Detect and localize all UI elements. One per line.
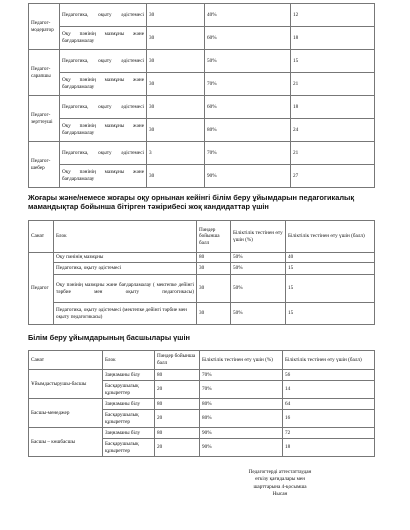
leaders-table <box>28 350 375 457</box>
score-cell: 12 <box>291 4 375 27</box>
section-heading-leaders: Білім беру ұйымдарының басшылары үшін <box>28 333 190 342</box>
points-cell: 30 <box>147 73 205 96</box>
block-cell: Оқу пәнінің мазмұны және бағдарламалау ( мектепке дейінгі тәрбие мен оқыту педагогикасы) <box>54 275 197 303</box>
points-cell: 30 <box>147 119 205 142</box>
percent-cell: 50% <box>205 50 291 73</box>
points-cell: 30 <box>147 96 205 119</box>
points-cell: 3 <box>147 142 205 165</box>
block-cell: Оқу пәнінің мазмұны және бағдарламалау <box>60 165 147 188</box>
category-cell: Педагог <box>29 253 54 325</box>
percent-cell: 50% <box>231 303 286 325</box>
category-cell: Ұйымдастырушы-басшы <box>29 370 103 399</box>
score-cell: 56 <box>283 370 375 381</box>
percent-cell: 60% <box>205 96 291 119</box>
score-cell: 15 <box>286 263 375 275</box>
table-row <box>29 4 375 27</box>
percent-cell: 50% <box>231 263 286 275</box>
block-cell: Оқу пәнінің мазмұны <box>54 253 197 263</box>
block-cell: Педагогика, оқыту әдістемесі <box>60 96 147 119</box>
block-cell: Оқу пәнінің мазмұны және бағдарламалау <box>60 27 147 50</box>
points-cell: 30 <box>197 275 231 303</box>
percent-cell: 90% <box>200 428 283 439</box>
percent-cell: 50% <box>231 253 286 263</box>
score-cell: 14 <box>283 381 375 399</box>
header-cell: Блок <box>54 221 197 253</box>
percent-cell: 70% <box>205 142 291 165</box>
graduates-table <box>28 220 375 325</box>
table-row <box>29 73 375 96</box>
table-row <box>29 27 375 50</box>
block-cell: Педагогика, оқыту әдістемесі <box>60 50 147 73</box>
score-cell: 64 <box>283 399 375 410</box>
score-cell: 18 <box>291 27 375 50</box>
score-cell: 21 <box>291 73 375 96</box>
score-cell: 15 <box>286 275 375 303</box>
block-cell: Заңнаманы білу <box>103 428 155 439</box>
category-cell: Басшы-менеджер <box>29 399 103 428</box>
percent-cell: 40% <box>205 4 291 27</box>
header-cell: Блок <box>103 351 155 370</box>
block-cell: Оқу пәнінің мазмұны және бағдарламалау <box>60 73 147 96</box>
block-cell: Басқарушылық құзыреттер <box>103 439 155 457</box>
percent-cell: 80% <box>200 410 283 428</box>
score-cell: 21 <box>291 142 375 165</box>
table-row <box>29 119 375 142</box>
block-cell: Педагогика, оқыту әдістемесі (мектепке дейінгі тәрбие мен оқыту педагогикасы) <box>54 303 197 325</box>
qualification-table-continued <box>28 3 375 188</box>
score-cell: 18 <box>283 439 375 457</box>
percent-cell: 80% <box>205 119 291 142</box>
points-cell: 30 <box>147 165 205 188</box>
category-cell: Педагог-модератор <box>29 4 60 50</box>
appendix-note-line: шарттарына 4-қосымша <box>253 483 307 490</box>
points-cell: 20 <box>155 410 200 428</box>
table-row <box>29 96 375 119</box>
table-header-row <box>29 221 375 253</box>
block-cell: Педагогика, оқыту әдістемесі <box>60 4 147 27</box>
table-row <box>29 370 375 381</box>
table-row <box>29 142 375 165</box>
points-cell: 80 <box>155 399 200 410</box>
score-cell: 15 <box>286 303 375 325</box>
points-cell: 30 <box>147 4 205 27</box>
table-row <box>29 275 375 303</box>
percent-cell: 50% <box>231 275 286 303</box>
score-cell: 40 <box>286 253 375 263</box>
points-cell: 30 <box>197 303 231 325</box>
score-cell: 27 <box>291 165 375 188</box>
percent-cell: 90% <box>205 165 291 188</box>
appendix-note-line: Педагогтерді аттестаттаудан <box>248 469 312 475</box>
points-cell: 30 <box>147 27 205 50</box>
block-cell: Заңнаманы білу <box>103 399 155 410</box>
points-cell: 30 <box>197 263 231 275</box>
header-cell: Пәндер бойынша балл <box>155 351 200 370</box>
score-cell: 72 <box>283 428 375 439</box>
header-cell: Санат <box>29 351 103 370</box>
table-row <box>29 399 375 410</box>
table-header-row <box>29 351 375 370</box>
section-heading-graduates: Жоғары және/немесе жоғары оқу орнынан кейінгі білім беру ұйымдарын педагогикалық мамандықтар бойынша бітірген тәжірибесі жоқ кандидаттар үшін <box>28 193 355 211</box>
percent-cell: 90% <box>200 439 283 457</box>
points-cell: 80 <box>197 253 231 263</box>
points-cell: 80 <box>155 370 200 381</box>
percent-cell: 70% <box>205 73 291 96</box>
percent-cell: 70% <box>200 370 283 381</box>
table-row <box>29 165 375 188</box>
category-cell: Педагог-шебер <box>29 142 60 188</box>
category-cell: Педагог-зерттеуші <box>29 96 60 142</box>
header-cell: Біліктілік тестінен өту үшін (балл) <box>286 221 375 253</box>
table-row <box>29 428 375 439</box>
block-cell: Педагогика, оқыту әдістемесі <box>60 142 147 165</box>
score-cell: 24 <box>291 119 375 142</box>
header-cell: Біліктілік тестінен өту үшін (балл) <box>283 351 375 370</box>
points-cell: 80 <box>155 428 200 439</box>
block-cell: Оқу пәнінің мазмұны және бағдарламалау <box>60 119 147 142</box>
table-row <box>29 303 375 325</box>
points-cell: 30 <box>147 50 205 73</box>
table-row <box>29 50 375 73</box>
appendix-note <box>232 469 328 499</box>
header-cell: Пәндер бойынша балл <box>197 221 231 253</box>
table-row <box>29 253 375 263</box>
block-cell: Басқарушылық құзыреттер <box>103 381 155 399</box>
percent-cell: 70% <box>200 381 283 399</box>
category-cell: Басшы – көшбасшы <box>29 428 103 457</box>
block-cell: Басқарушылық құзыреттер <box>103 410 155 428</box>
category-cell: Педагог-сарапшы <box>29 50 60 96</box>
points-cell: 20 <box>155 439 200 457</box>
percent-cell: 80% <box>200 399 283 410</box>
block-cell: Заңнаманы білу <box>103 370 155 381</box>
score-cell: 16 <box>283 410 375 428</box>
appendix-note-line: Нысан <box>272 491 288 498</box>
points-cell: 20 <box>155 381 200 399</box>
table-row <box>29 263 375 275</box>
header-cell: Санат <box>29 221 54 253</box>
percent-cell: 60% <box>205 27 291 50</box>
appendix-note-line: өткізу қағидалары мен <box>255 476 305 483</box>
header-cell: Біліктілік тестінен өту үшін (%) <box>200 351 283 370</box>
header-cell: Біліктілік тестінен өту үшін (%) <box>231 221 286 253</box>
score-cell: 15 <box>291 50 375 73</box>
score-cell: 18 <box>291 96 375 119</box>
block-cell: Педагогика, оқыту әдістемесі <box>54 263 197 275</box>
